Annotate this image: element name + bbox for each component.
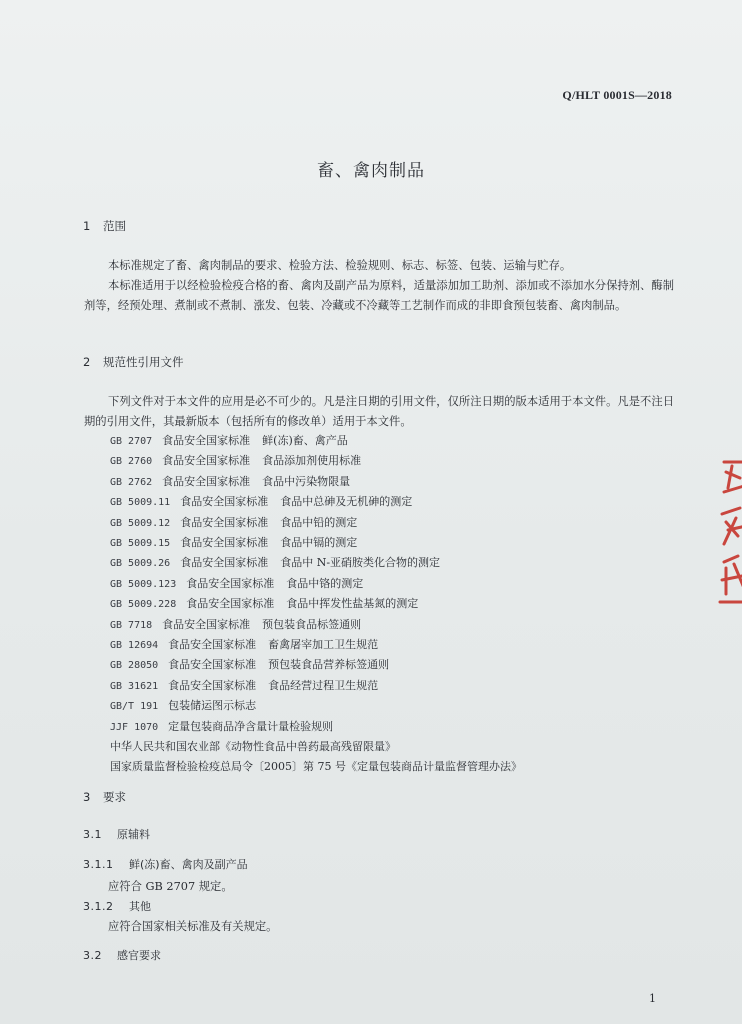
reference-item: GB/T 191 包装储运图示标志 (110, 699, 257, 713)
section-title: 要求 (103, 790, 126, 804)
reference-item: GB 5009.228 食品安全国家标准 食品中挥发性盐基氮的测定 (110, 597, 419, 611)
red-seal-stamp (714, 452, 742, 612)
section-title: 规范性引用文件 (103, 355, 184, 369)
reference-item: GB 2762 食品安全国家标准 食品中污染物限量 (110, 474, 351, 488)
subsection-3-1-1-text: 应符合 GB 2707 规定。 (108, 880, 233, 893)
reference-item: GB 12694 食品安全国家标准 畜禽屠宰加工卫生规范 (110, 638, 379, 652)
reference-item: GB 31621 食品安全国家标准 食品经营过程卫生规范 (110, 678, 379, 692)
subsection-3-1-2-text: 应符合国家相关标准及有关规定。 (108, 920, 278, 933)
section-2-heading (83, 354, 184, 370)
section-3-heading (83, 789, 126, 805)
reference-item: GB 5009.11 食品安全国家标准 食品中总砷及无机砷的测定 (110, 495, 413, 509)
page-number: 1 (649, 992, 656, 1005)
reference-item: GB 7718 食品安全国家标准 预包装食品标签通则 (110, 617, 362, 631)
document-code: Q/HLT 0001S—2018 (562, 88, 672, 102)
reference-item: GB 5009.12 食品安全国家标准 食品中铅的测定 (110, 515, 358, 529)
reference-item: GB 5009.15 食品安全国家标准 食品中镉的测定 (110, 536, 358, 550)
reference-extra: 国家质量监督检验检疫总局令〔2005〕第 75 号《定量包装商品计量监督管理办法》 (110, 759, 522, 773)
section-number: 3 (83, 790, 91, 804)
reference-item: GB 2707 食品安全国家标准 鲜(冻)畜、禽产品 (110, 434, 348, 447)
subsection-3-1-heading: 3.1 原辅料 (83, 828, 150, 841)
section-number: 2 (83, 355, 91, 369)
reference-extra: 中华人民共和国农业部《动物性食品中兽药最高残留限量》 (110, 740, 396, 754)
scope-paragraph-1: 本标准规定了畜、禽肉制品的要求、检验方法、检验规则、标志、标签、包装、运输与贮存。 (108, 259, 572, 272)
subsection-3-1-1-heading: 3.1.1 鲜(冻)畜、禽肉及副产品 (83, 858, 248, 871)
reference-item: GB 2760 食品安全国家标准 食品添加剂使用标准 (110, 454, 362, 468)
section-title: 范围 (103, 219, 126, 233)
section-number: 1 (83, 219, 91, 233)
reference-item: GB 5009.26 食品安全国家标准 食品中 N-亚硝胺类化合物的测定 (110, 556, 441, 570)
page-title: 畜、禽肉制品 (317, 161, 425, 181)
subsection-3-1-2-heading: 3.1.2 其他 (83, 900, 151, 913)
scope-paragraph-2: 本标准适用于以经检验检疫合格的畜、禽肉及副产品为原料，适量添加加工助剂、添加或不添加水分保持剂、酶制剂等，经预处理、煮制或不煮制、涨发、包装、冷藏或不冷藏等工艺制作而成的非即食预包装畜、禽肉制品。 (84, 279, 674, 313)
reference-list (110, 431, 522, 776)
subsection-3-2-heading: 3.2 感官要求 (83, 949, 161, 962)
section-1-heading (83, 218, 126, 234)
reference-item: GB 28050 食品安全国家标准 预包装食品营养标签通则 (110, 658, 390, 672)
reference-item: GB 5009.123 食品安全国家标准 食品中铬的测定 (110, 576, 364, 590)
references-intro: 下列文件对于本文件的应用是必不可少的。凡是注日期的引用文件，仅所注日期的版本适用于本文件。凡是不注日期的引用文件，其最新版本（包括所有的修改单）适用于本文件。 (84, 395, 674, 429)
reference-item: JJF 1070 定量包装商品净含量计量检验规则 (110, 719, 334, 733)
